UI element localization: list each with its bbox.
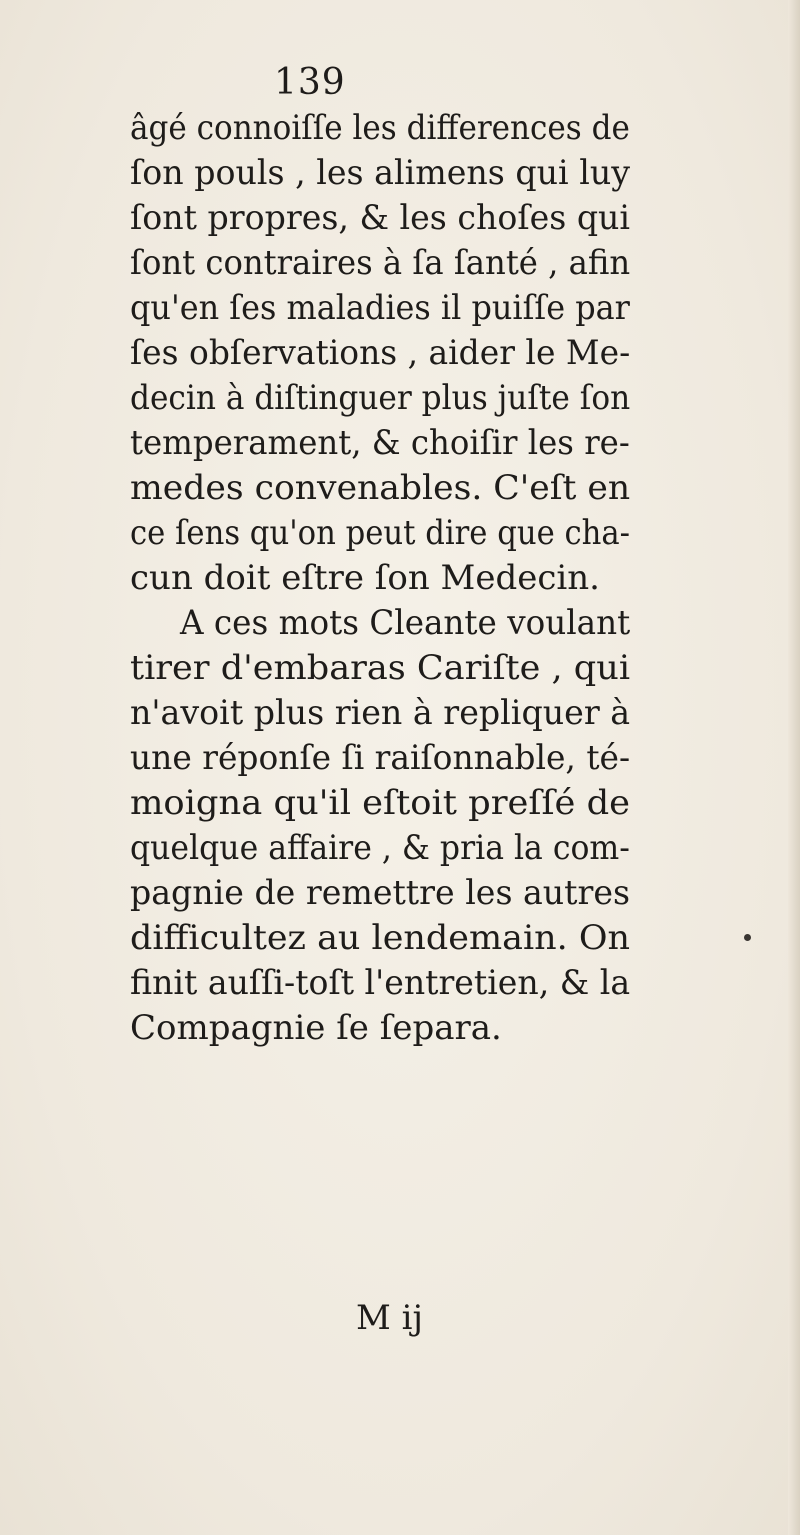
text-line: pagnie de remettre les autres [130, 873, 631, 913]
text-line: ſes obſervations , aider le Me- [130, 333, 631, 373]
text-line: une réponſe ſi raiſonnable, té- [130, 738, 631, 778]
text-line: ſon pouls , les alimens qui luy [130, 153, 630, 193]
text-line: quelque affaire , & pria la com- [130, 828, 630, 868]
text-line: Compagnie ſe ſepara. [130, 1008, 502, 1048]
paragraph-start-line: A ces mots Cleante voulant [180, 603, 631, 643]
text-line: medes convenables. C'eſt en [130, 468, 631, 508]
text-line: âgé connoiſſe les differences de [130, 108, 630, 148]
text-line: qu'en ſes maladies il puiſſe par [130, 288, 630, 328]
text-line: ce ſens qu'on peut dire que cha- [130, 513, 631, 553]
ink-spot [744, 934, 751, 941]
signature-mark: M ij [356, 1298, 424, 1338]
body-text [130, 106, 630, 1051]
text-line: n'avoit plus rien à repliquer à [130, 693, 631, 733]
text-line: finit auſſi-toſt l'entretien, & la [130, 963, 631, 1003]
text-line: ſont contraires à ſa ſanté , afin [130, 243, 631, 283]
text-line: cun doit eſtre ſon Medecin. [130, 558, 600, 598]
text-line: decin à diſtinguer plus juſte ſon [130, 378, 631, 418]
text-line: moigna qu'il eſtoit preſſé de [130, 783, 631, 823]
text-line: ſont propres, & les choſes qui [130, 198, 631, 238]
text-line: difficultez au lendemain. On [130, 918, 631, 958]
page-edge [788, 0, 800, 1535]
text-line: tirer d'embaras Cariſte , qui [130, 648, 631, 688]
page-number: 139 [274, 62, 346, 103]
text-line: temperament, & choiſir les re- [130, 423, 630, 463]
